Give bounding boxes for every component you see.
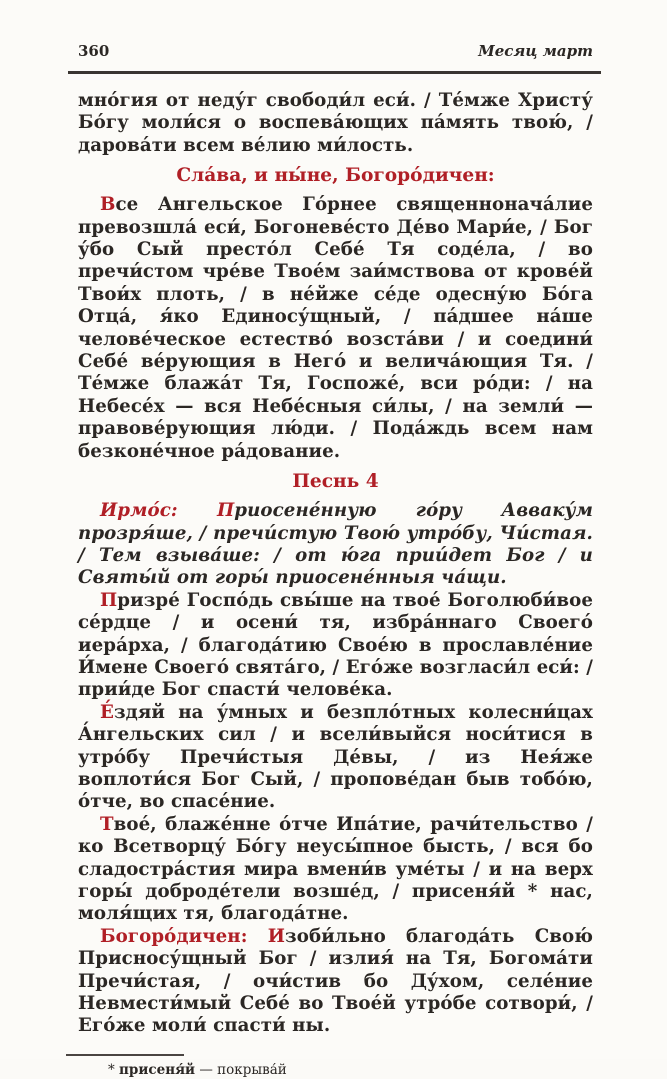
- heading-pesn-4: Песнь 4: [292, 471, 379, 493]
- troparion-tvoe: [78, 814, 593, 926]
- irmos-label: Ирмо́с:: [100, 500, 178, 522]
- theotokion-paragraph: [78, 926, 593, 1038]
- paragraph-text: мно́гия от неду́г свободи́л еси́. / Те́мже Христу́ Бо́гу моли́ся о воспева́ющих па́мять твою́, / дарова́ти всем ве́лию ми́лость.: [78, 90, 593, 156]
- page-header: [78, 42, 593, 60]
- troparion-text: здяй на у́мных и безпло́тных колесни́цах А́нгельских сил / и всели́выйся носи́тися в утро́бу Пречи́стыя Де́вы, / из Нея́же воплоти́ся Бог Сый, / пропове́дан быв тобо́ю, о́тче, во спасе́ние.: [78, 701, 593, 813]
- theotokion-text: зоби́льно благода́ть Свою́ Присносу́щный Бог / излия́ на Тя, Богома́ти Пречи́стая, / очи́стив бо Ду́хом, селе́ние Невмести́мый Себе́ во Твое́й утро́бе сотвори́, / Его́же моли́ спасти́ ны.: [78, 925, 593, 1037]
- footnote-marker: *: [108, 1061, 115, 1078]
- page-number: 360: [78, 42, 110, 60]
- irmos-text: риосене́нную го́ру Авваку́м прозря́ше, / пречи́стую Твою́ утро́бу, Чи́стая. / Тем взыва́ше: / от ю́га прии́дет Бог / и Святы́й от горы́ приосене́нныя ча́щи.: [78, 500, 593, 589]
- footnote: [78, 1062, 593, 1079]
- running-title: Месяц март: [478, 42, 593, 60]
- stanza-text: се Ангельское Го́рнее священнонача́лие превозшла́ еси́, Богоневе́сто Де́во Мари́е, / Бог у́бо Сый престо́л Себе́ Тя соде́ла, / во пречи́стом чре́ве Твое́м заи́мствова от крове́й Твои́х плоть, / в не́йже се́де одесну́ю Бо́га Отца́, я́ко Единосу́щный, / па́дшее на́ше челове́ческое естество́ возста́ви / и соедини́ Себе́ ве́рующия в Него́ и велича́ющия Тя. / Те́мже блажа́т Тя, Госпоже́, вси ро́ди: / на Небесе́х — вся Небе́сныя си́лы, / на земли́ — правове́рующия лю́ди. / Пода́ждь всем нам безконе́чное ра́дование.: [78, 194, 593, 462]
- header-rule: [68, 71, 601, 74]
- bogorodichen-stanza: [78, 194, 593, 463]
- heading-slava-i-nyne: Сла́ва, и ны́не, Богоро́дичен:: [176, 165, 495, 187]
- initial-letter: П: [100, 589, 118, 611]
- continuation-paragraph: [78, 90, 593, 157]
- troparion-ezdyay: [78, 702, 593, 814]
- initial-letter: И: [267, 925, 286, 947]
- footnote-definition: — покрыва́й: [199, 1061, 287, 1078]
- troparion-text: ризре́ Госпо́дь свы́ше на твое́ Боголюби́вое се́рдце / и осени́ тя, избра́ннаго Своего́ иера́рха, / благода́тию Свое́ю в прославле́ние И́мене Своего́ свята́го, / Его́же возгласи́л еси́: / прии́де Бог спасти́ челове́ка.: [78, 589, 593, 701]
- footnote-block: [78, 1054, 593, 1079]
- initial-letter: В: [100, 194, 116, 216]
- troparion-prizre: [78, 590, 593, 702]
- footnote-rule: [66, 1054, 184, 1056]
- initial-letter: П: [216, 500, 235, 522]
- initial-letter: Т: [100, 813, 114, 835]
- page-body: [78, 90, 593, 1038]
- initial-letter: Е́: [100, 701, 114, 723]
- footnote-term: присеня́й: [119, 1061, 196, 1078]
- irmos-paragraph: [78, 500, 593, 590]
- troparion-text: вое́, блаже́нне о́тче Ипа́тие, рачи́тельство / ко Всетворцу́ Бо́гу неусы́пное бысть, / вся бо сладостра́стия мира вмени́в уме́ты / и на верх горы́ доброде́тели возше́д, / присеня́й * нас, моля́щих тя, благода́тне.: [78, 813, 593, 925]
- theotokion-label: Богоро́дичен:: [100, 925, 248, 947]
